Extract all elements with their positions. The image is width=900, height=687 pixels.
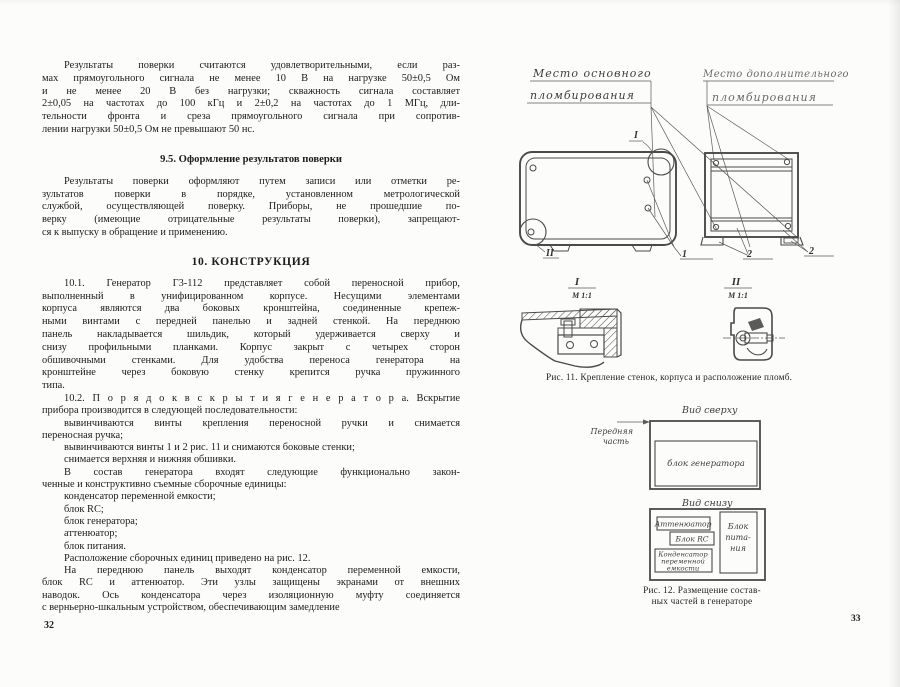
page-number-left: 32 — [44, 620, 54, 631]
add-seal-label-line1: Место дополнительного — [703, 69, 850, 80]
bottom-view-label: Вид снизу — [682, 498, 733, 509]
case-rear-view — [701, 153, 803, 245]
main-seal-label-line2: пломбирования — [530, 89, 635, 102]
detail-mark-II: II — [546, 248, 554, 259]
detail2-drawing — [723, 308, 785, 360]
text-line: блок RC; — [64, 503, 104, 515]
detail2-title: II — [731, 276, 741, 288]
svg-text:Передняя: Передняя — [590, 427, 633, 436]
text-line: типа. — [42, 380, 65, 392]
text-line: наводок. Ось конденсатора через изоляционную муфту соединяется — [42, 589, 460, 601]
figure-11-caption: Рис. 11. Крепление стенок, корпуса и расположение пломб. — [546, 373, 793, 383]
svg-text:пита-: пита- — [725, 533, 751, 542]
text-line: конденсатор переменной емкости; — [64, 491, 216, 503]
text-line: тельности фронта и среза прямоугольного сигнала при сопротив- — [42, 111, 460, 123]
text-line: Результаты поверки считаются удовлетворительными, если раз- — [64, 60, 460, 71]
page-number-right: 33 — [851, 614, 861, 624]
text-line: Результаты поверки оформляют путем записи или отметки ре- — [64, 175, 460, 187]
text-line: мах прямоугольного сигнала не менее 10 В на нагрузке 50±0,5 Ом — [42, 72, 460, 84]
text-line: панель накладывается шильдик, который удерживается сверху и — [42, 328, 460, 340]
detail1-drawing — [521, 309, 621, 367]
callout-1 — [647, 180, 713, 260]
generator-block-label: блок генератора — [667, 459, 745, 469]
front-part-pointer — [590, 420, 651, 447]
figure-12-caption — [623, 586, 781, 607]
para-9-4-results — [42, 60, 460, 137]
svg-text:емкости: емкости — [666, 564, 700, 573]
text-line: Расположение сборочных единиц приведено на рис. 12. — [64, 552, 311, 564]
text-line: блок генератора; — [64, 515, 138, 527]
text-line: 10.2. П о р я д о к в с к р ы т и я г е н е р а т о р а. Вскрытие — [64, 392, 460, 404]
text-line: снимается верхняя и нижняя обшивки. — [64, 454, 237, 466]
svg-text:переменной: переменной — [661, 557, 705, 566]
text-line: блок питания. — [64, 540, 126, 552]
text-line: В состав генератора входят следующие функционально закон- — [64, 466, 460, 478]
detail-circle-II — [520, 219, 546, 245]
callout-2-right — [783, 230, 834, 257]
text-line: На переднюю панель выходят конденсатор переменной емкости, — [64, 565, 460, 577]
svg-text:часть: часть — [602, 437, 629, 446]
case-side-view — [520, 152, 676, 251]
svg-text:2: 2 — [747, 249, 752, 260]
detail1-scale: М 1:1 — [572, 291, 592, 300]
svg-text:ния: ния — [730, 544, 746, 553]
text-line: вывинчиваются винты крепления переносной ручки и снимается — [64, 417, 460, 429]
text-line: выполненный в унифицированном корпусе. Несущими элементами — [42, 290, 460, 302]
text-line: службой, осуществляющей поверку. Приборы, не прошедшие по- — [42, 201, 460, 213]
text-line: корпуса являются два боковых кронштейна, соединенные крепеж- — [42, 303, 460, 315]
text-line: кронштейне через боковую стенку крепится ручка пружинного — [42, 367, 460, 379]
figure-12-drawing — [585, 400, 790, 584]
figure-11-drawing — [497, 58, 893, 270]
top-view-outline — [650, 421, 760, 489]
svg-text:1: 1 — [682, 249, 687, 260]
text-line: блок RC и аттенюатор. Эти узлы защищены экранами от внешних — [42, 577, 460, 589]
top-view-label: Вид сверху — [682, 405, 738, 416]
para-10-1 — [42, 278, 460, 393]
figure-11-details — [505, 265, 805, 373]
figure-12-caption-line1: Рис. 12. Размещение состав- — [643, 586, 761, 596]
text-line: и не менее 20 В без нагрузки; скважность сигнала составляет — [42, 85, 460, 97]
text-line: зультатов поверки в порядке, установленном метрологической — [42, 188, 460, 200]
seal-leader-lines — [651, 106, 799, 247]
svg-text:Конденсатор: Конденсатор — [658, 550, 708, 559]
text-line: аттенюатор; — [64, 528, 118, 540]
text-line: снизу профильными планками. Корпус закрыт с четырех сторон — [42, 341, 460, 353]
text-line: ся к выпуску в обращение и применению. — [42, 226, 228, 238]
add-seal-label-line2: пломбирования — [712, 91, 817, 104]
detail-mark-I: I — [634, 130, 638, 141]
attenuator-label: Аттенюатор — [654, 519, 712, 529]
text-line: 10.1. Генератор Г3-112 представляет собой переносной прибор, — [64, 277, 460, 289]
text-line: переносная ручка; — [42, 429, 124, 441]
text-line: вывинчиваются винты 1 и 2 рис. 11 и снимаются боковые стенки; — [64, 442, 355, 454]
detail1-title: I — [574, 276, 580, 288]
svg-text:2: 2 — [809, 246, 814, 257]
text-line: ными винтами с передней панелью и задней стенкой. На переднюю — [42, 316, 460, 328]
detail2-scale: М 1:1 — [728, 291, 748, 300]
left-page-text — [42, 60, 460, 614]
para-10-2 — [42, 393, 460, 614]
heading-9-5: 9.5. Оформление результатов поверки — [160, 153, 342, 165]
text-line: прибора производится в следующей последовательности: — [42, 405, 298, 417]
svg-text:Блок: Блок — [727, 522, 749, 531]
scan-top-shadow — [0, 0, 900, 6]
text-line: ченные и конструктивно съемные сборочные единицы: — [42, 479, 287, 491]
text-line: верку (имеющие отрицательные результаты поверки), запрещают- — [42, 214, 460, 226]
text-line: лении нагрузки 50±0,5 Ом не превышают 50 нс. — [42, 123, 255, 135]
text-line: с верньерно-шкальным устройством, обеспечивающим замедление — [42, 601, 340, 613]
text-line: обшивочными стенками. Для удобства переноса генератора на — [42, 354, 460, 366]
rc-block-label: Блок RC — [675, 534, 709, 544]
heading-10: 10. КОНСТРУКЦИЯ — [191, 254, 311, 268]
text-line: 2±0,05 на частотах до 100 кГц и 2±0,2 на частотах до 1 МГц, дли- — [42, 98, 460, 110]
main-seal-label-line1: Место основного — [533, 67, 652, 80]
para-9-5 — [42, 176, 460, 240]
figure-12-caption-line2: ных частей в генераторе — [651, 596, 753, 607]
